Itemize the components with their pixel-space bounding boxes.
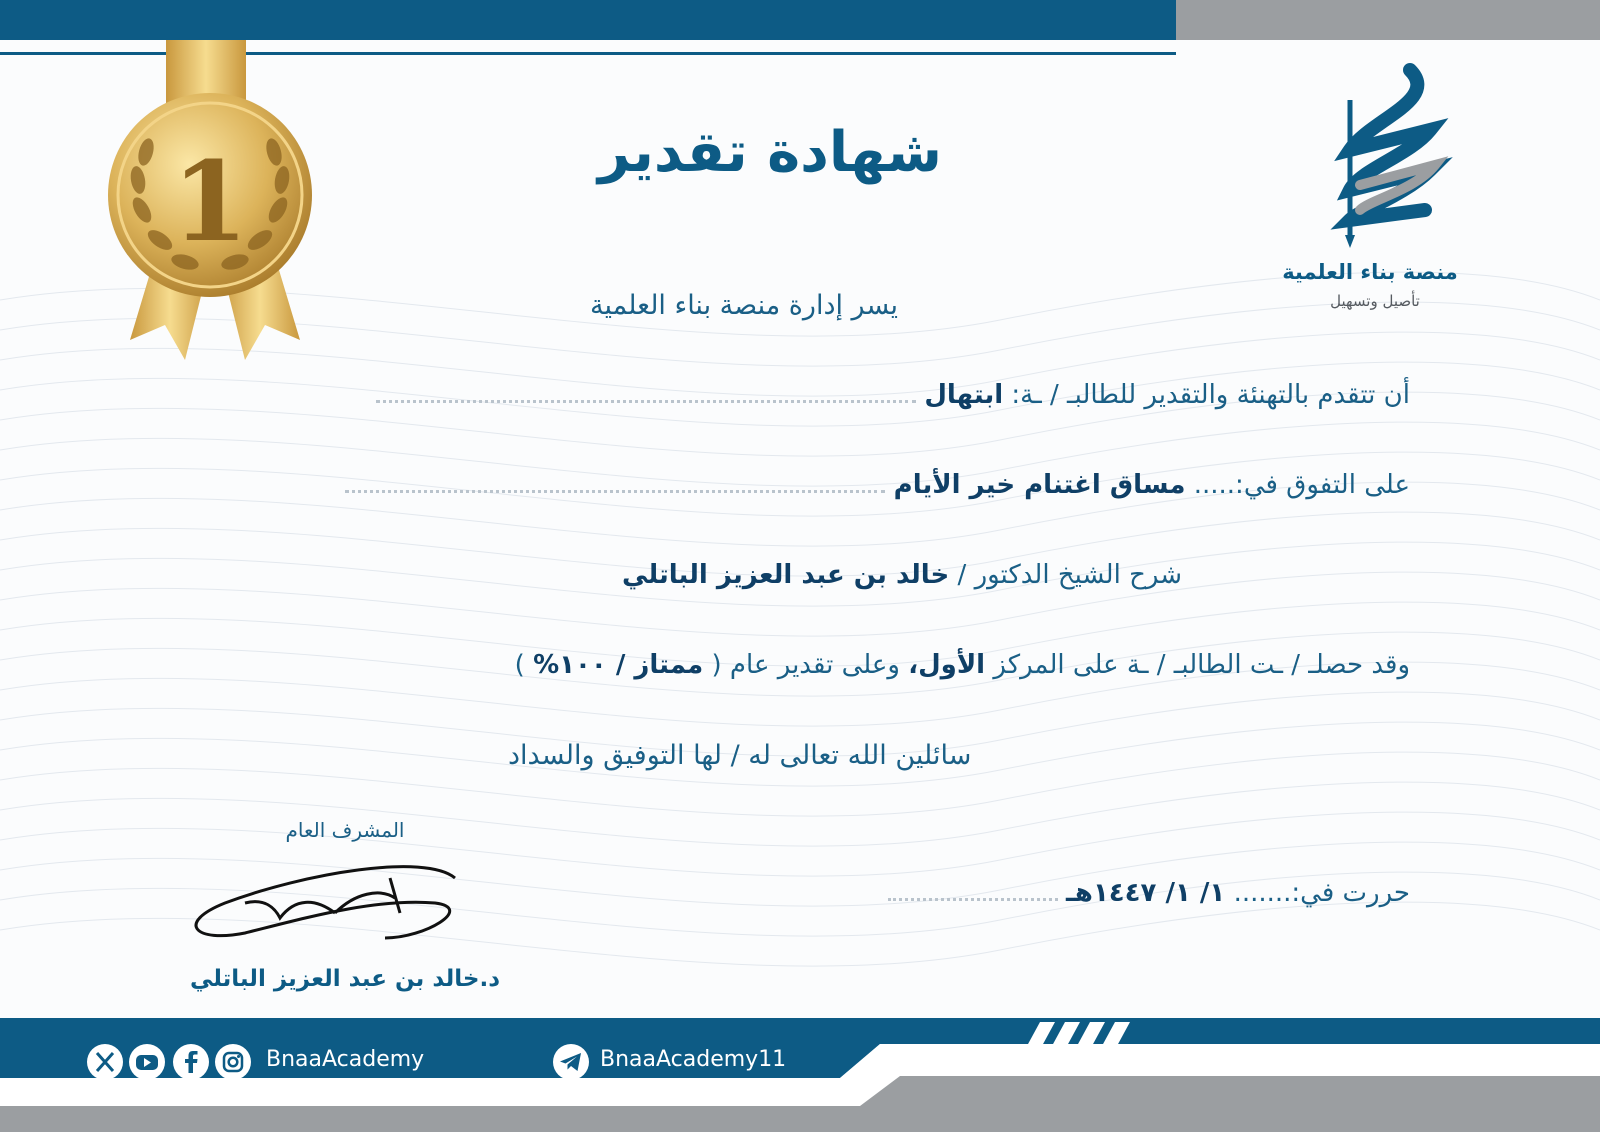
brand-name: منصة بناء العلمية [1282, 260, 1458, 284]
grade: ممتاز / ١٠٠% [533, 650, 704, 680]
date-value: ١/ ١/ ١٤٤٧هـ [1066, 878, 1226, 908]
closing-line: سائلين الله تعالى له / لها التوفيق والسداد [508, 740, 972, 771]
student-name: ابتهال [924, 380, 1004, 410]
date-label: حررت في:....... [1233, 878, 1410, 908]
x-icon[interactable] [86, 1043, 124, 1081]
facebook-icon[interactable] [172, 1043, 210, 1081]
result-label: وقد حصلـ / ـت الطالبـ / ـة على المركز [993, 650, 1410, 680]
grade-label: وعلى تقدير عام ( [711, 650, 900, 680]
dotted-fill [376, 400, 916, 403]
signature-title: المشرف العام [285, 818, 405, 842]
top-bar-blue [0, 0, 1176, 40]
sheikh-name: خالد بن عبد العزيز الباتلي [622, 560, 950, 590]
telegram-handle[interactable]: BnaaAcademy11 [600, 1047, 787, 1072]
social-handle[interactable]: BnaaAcademy [266, 1047, 425, 1072]
telegram-icon[interactable] [552, 1043, 590, 1081]
intro-line: يسر إدارة منصة بناء العلمية [590, 290, 899, 321]
certificate-title: شهادة تقدير [598, 120, 942, 185]
rank: الأول، [908, 650, 986, 680]
date-line [888, 878, 1410, 908]
brand-logo-icon [1290, 60, 1480, 250]
top-bar-grey [1176, 0, 1600, 40]
congrats-label: أن تتقدم بالتهنئة والتقدير للطالبـ / ـة: [1011, 380, 1410, 410]
gold-medal-icon [100, 40, 330, 370]
explanation-label: شرح الشيخ الدكتور / [957, 560, 1182, 590]
congrats-line [376, 380, 1410, 410]
grade-close: ) [514, 650, 525, 680]
result-line [515, 650, 1410, 680]
signer-name: د.خالد بن عبد العزيز الباتلي [189, 966, 501, 992]
dotted-fill [345, 490, 885, 493]
instagram-icon[interactable] [214, 1043, 252, 1081]
excellence-line [345, 470, 1410, 500]
signature-mark-icon [185, 858, 475, 958]
excellence-label: على التفوق في:..... [1193, 470, 1410, 500]
medal-number: 1 [171, 137, 249, 266]
explanation-line [622, 560, 1182, 590]
course-name: مساق اغتنام خير الأيام [893, 470, 1186, 500]
dotted-fill [888, 898, 1058, 901]
youtube-icon[interactable] [128, 1043, 166, 1081]
brand-tagline: تأصيل وتسهيل [1330, 292, 1420, 310]
